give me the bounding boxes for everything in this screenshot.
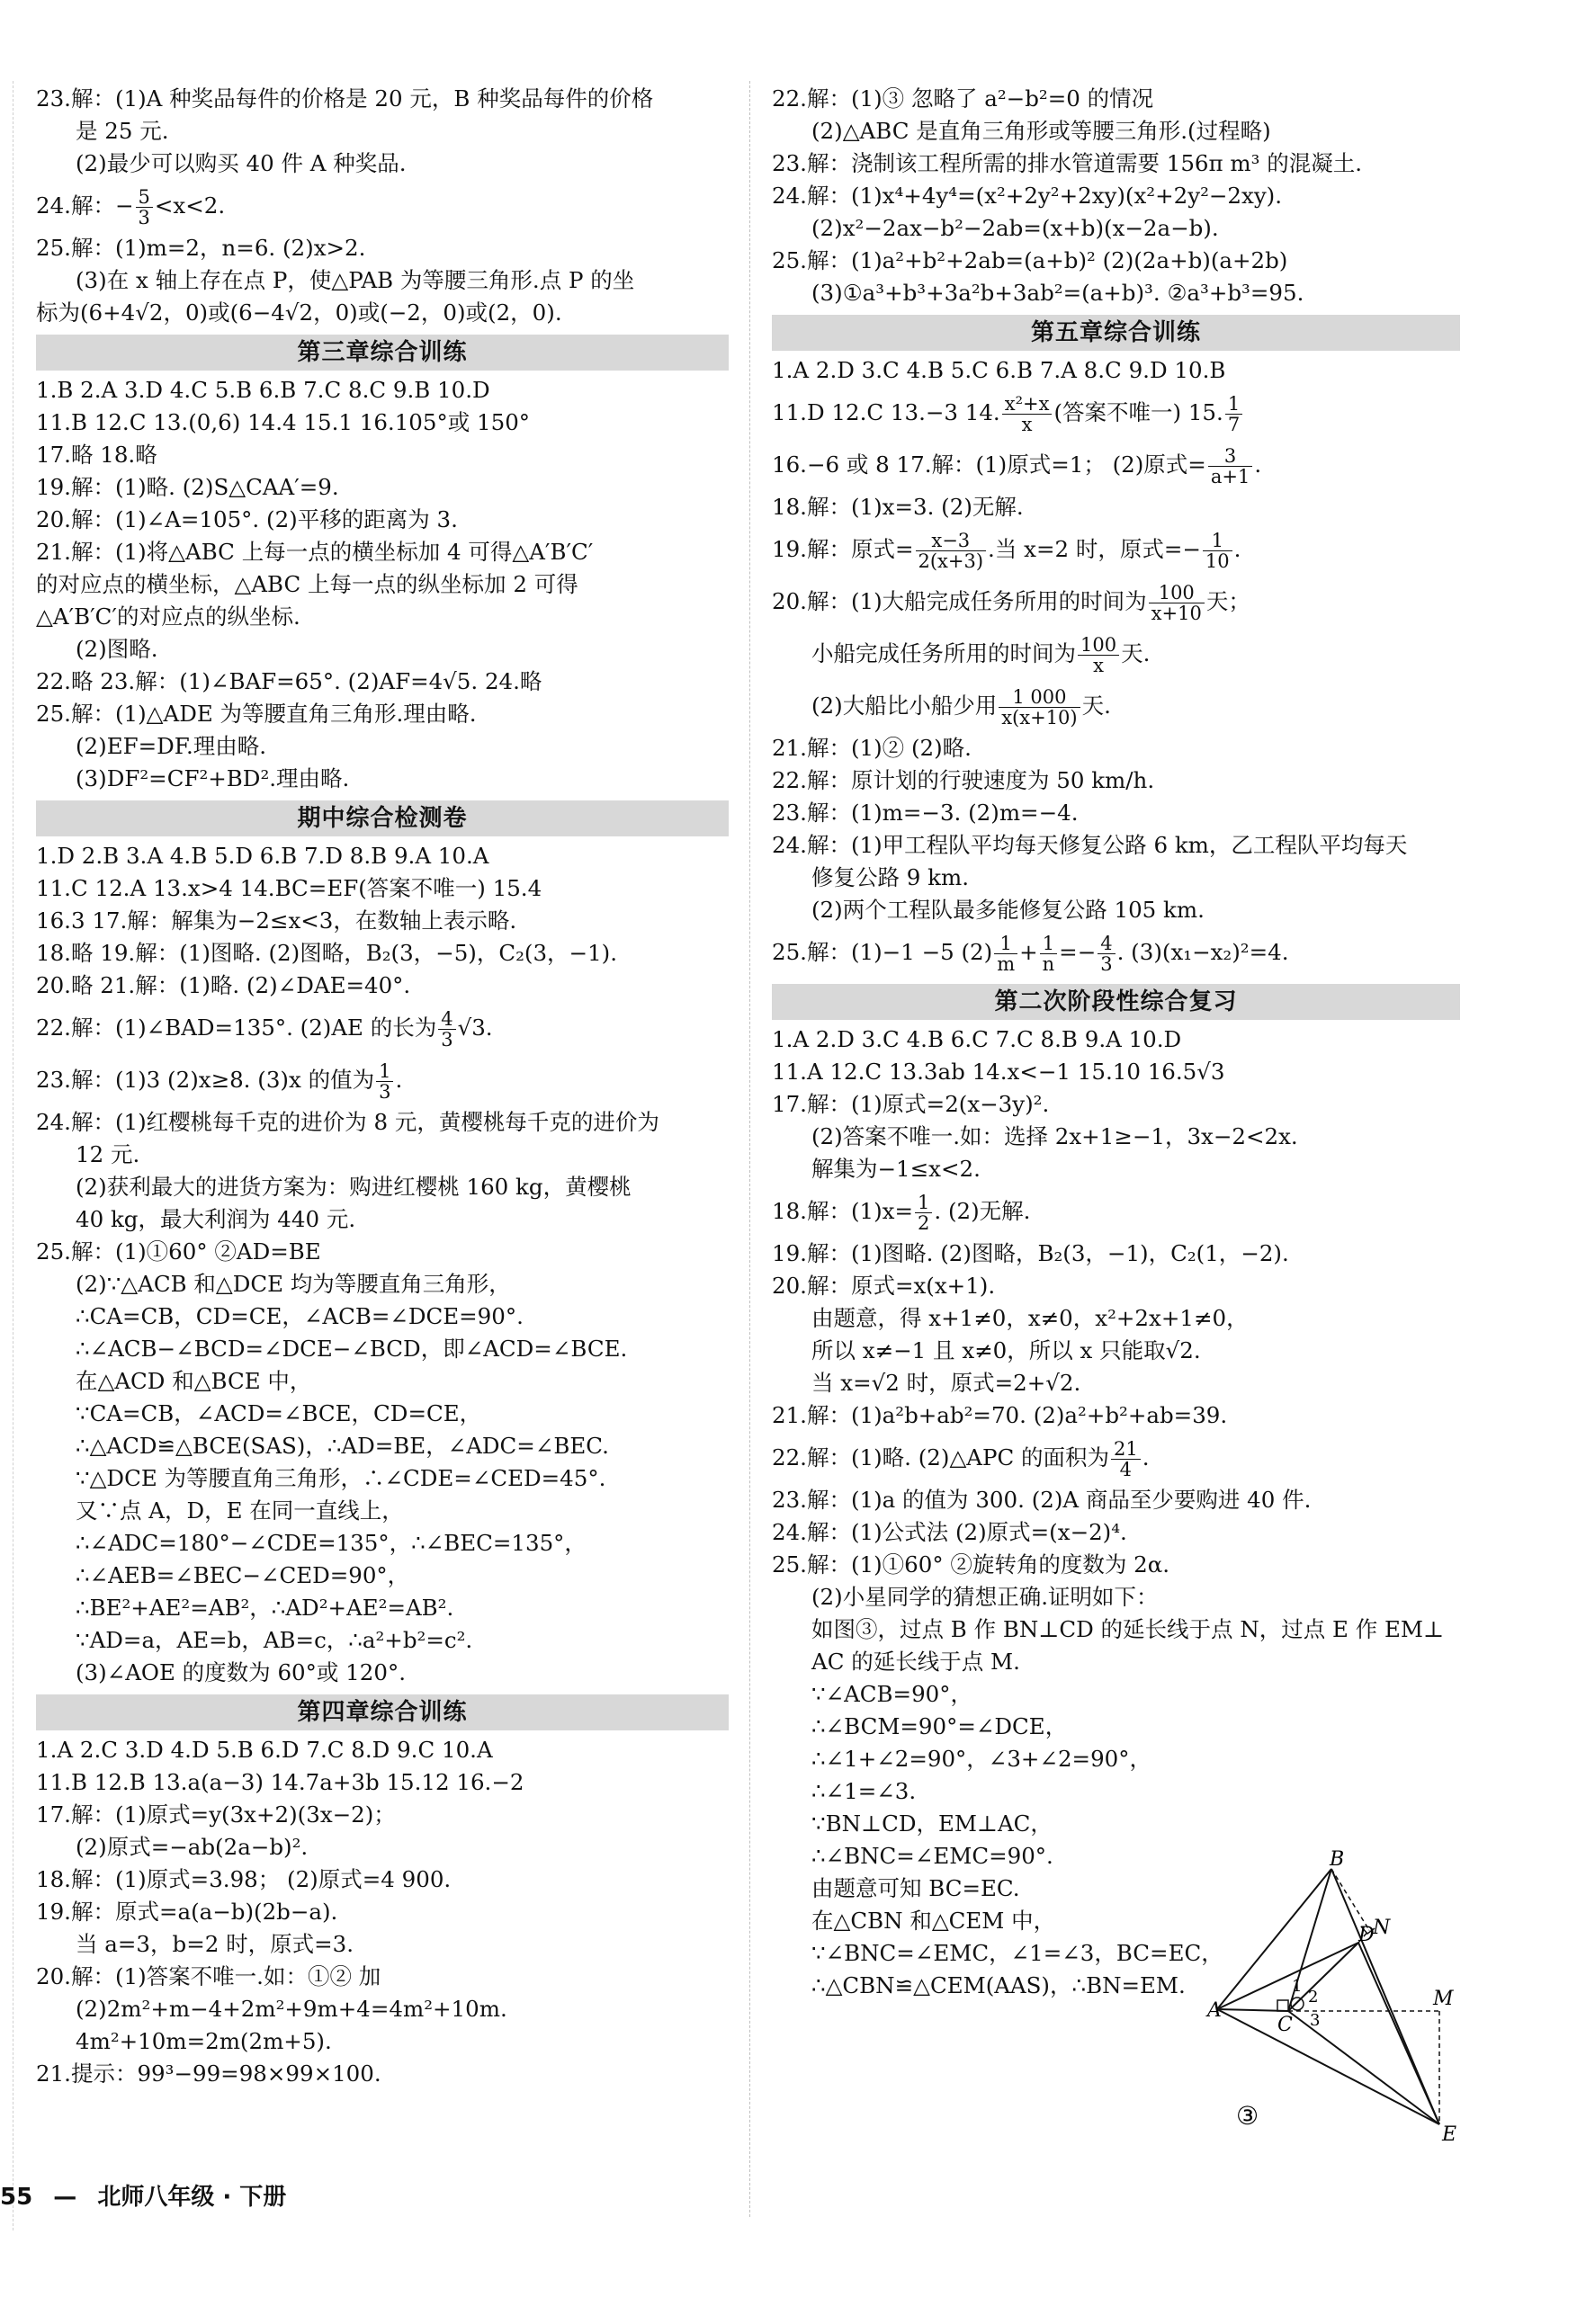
fraction — [1040, 934, 1058, 974]
text: 22.解：(1)∠BAD=135°. (2)AE 的长为 — [36, 1015, 437, 1041]
answer-line: 25.解：(1)m=2，n=6. (2)x>2. — [36, 235, 366, 261]
text: . (3)(x₁−x₂)²=4. — [1116, 939, 1289, 965]
text: 20.解：(1)大船完成任务所用的时间为 — [772, 588, 1147, 614]
fraction — [1002, 394, 1053, 434]
text: 天； — [1205, 588, 1250, 614]
text: (答案不唯一) 15. — [1053, 399, 1223, 425]
text: . — [395, 1067, 403, 1093]
right-column — [772, 83, 1460, 2002]
answer-line: 如图③，过点 B 作 BN⊥CD 的延长线于点 N，过点 E 作 EM⊥ — [811, 1616, 1445, 1642]
answer-line: 18.略 19.解：(1)图略. (2)图略，B₂(3，−5)，C₂(3，−1). — [36, 940, 618, 966]
answer-line: 40 kg，最大利润为 440 元. — [76, 1206, 356, 1232]
answer-line: 18.解：(1)x=3. (2)无解. — [772, 494, 1024, 520]
column-divider — [749, 81, 750, 2217]
denominator: 3 — [379, 1081, 391, 1103]
answer-line: 12 元. — [76, 1141, 140, 1167]
answer-line: ∴∠AEB=∠BEC−∠CED=90°， — [76, 1562, 410, 1588]
denominator: 2 — [918, 1212, 930, 1234]
label-N: N — [1373, 1917, 1391, 1939]
fraction — [376, 1061, 393, 1102]
fraction — [916, 531, 987, 571]
answer-line: 19.解：原式=a(a−b)(2b−a). — [36, 1899, 338, 1925]
numerator: 1 — [376, 1061, 393, 1082]
section-header: 第三章综合训练 — [36, 335, 729, 371]
answer-line: 23.解：(1)a 的值为 300. (2)A 商品至少要购进 40 件. — [772, 1487, 1312, 1513]
answer-line: (2)两个工程队最多能修复公路 105 km. — [811, 897, 1205, 923]
numerator: 100 — [1149, 583, 1205, 603]
answer-line: 20.略 21.解：(1)略. (2)∠DAE=40°. — [36, 972, 411, 998]
answer-line: 11.B 12.B 13.a(a−3) 14.7a+3b 15.12 16.−2 — [36, 1769, 524, 1795]
fraction — [1149, 583, 1205, 623]
fraction — [136, 187, 153, 228]
answer-line: 修复公路 9 km. — [811, 864, 970, 890]
angle-mark — [1291, 1998, 1304, 2010]
answer-line: 16.3 17.解：解集为−2≤x<3，在数轴上表示略. — [36, 907, 517, 934]
answer-line: 所以 x≠−1 且 x≠0，所以 x 只能取√2. — [811, 1337, 1201, 1363]
section-header: 第四章综合训练 — [36, 1694, 729, 1730]
answer-line: ∴∠ADC=180°−∠CDE=135°，∴∠BEC=135°， — [76, 1530, 587, 1556]
answer-line: 22.略 23.解：(1)∠BAF=65°. (2)AF=4√5. 24.略 — [36, 668, 542, 694]
answer-line: 17.略 18.略 — [36, 442, 157, 468]
answer-line: △A′B′C′的对应点的纵坐标. — [36, 603, 300, 630]
denominator: x — [1093, 655, 1104, 676]
answer-line: (3)∠AOE 的度数为 60°或 120°. — [76, 1659, 406, 1685]
answer-line-fraction — [36, 180, 729, 232]
numerator: 1 — [1203, 531, 1232, 551]
numerator: 1 000 — [999, 687, 1080, 708]
text: . (2)无解. — [934, 1198, 1031, 1224]
answer-line: 24.解：(1)红樱桃每千克的进价为 8 元，黄樱桃每千克的进价为 — [36, 1109, 659, 1135]
answer-line: 22.解：(1)③ 忽略了 a²−b²=0 的情况 — [772, 85, 1154, 112]
denominator: x(x+10) — [1001, 707, 1078, 728]
label-M: M — [1433, 1988, 1454, 2010]
answer-line: ∴∠ACB−∠BCD=∠DCE−∠BCD，即∠ACD=∠BCE. — [76, 1336, 628, 1362]
answer-line: ∴∠1=∠3. — [811, 1778, 917, 1804]
text: 25.解：(1)−1 −5 (2) — [772, 939, 993, 965]
answer-line-fraction — [772, 926, 1460, 979]
answer-line: ∵∠ACB=90°， — [811, 1681, 973, 1707]
answer-line: ∴∠BNC=∠EMC=90°. — [811, 1843, 1053, 1869]
segment-BE — [1331, 1869, 1439, 2124]
answer-line: 20.解：(1)∠A=105°. (2)平移的距离为 3. — [36, 506, 458, 532]
answer-line: (3)在 x 轴上存在点 P，使△PAB 为等腰三角形.点 P 的坐 — [76, 267, 635, 293]
text: (2)大船比小船少用 — [811, 693, 998, 719]
answer-line: ∴△ACD≌△BCE(SAS)，∴AD=BE，∠ADC=∠BEC. — [76, 1433, 609, 1459]
fraction — [999, 687, 1080, 728]
answer-line: ∴∠1+∠2=90°，∠3+∠2=90°， — [811, 1746, 1152, 1772]
text: . — [1233, 536, 1241, 562]
numerator: 3 — [1208, 446, 1252, 467]
numerator: 5 — [136, 187, 153, 208]
answer-line: 11.A 12.C 13.3ab 14.x<−1 15.10 16.5√3 — [772, 1059, 1225, 1085]
angle-label-1: 1 — [1292, 1977, 1303, 1996]
fraction — [1078, 635, 1119, 675]
answer-line: 25.解：(1)①60° ②旋转角的度数为 2α. — [772, 1551, 1170, 1578]
answer-line: 1.A 2.D 3.C 4.B 5.C 6.B 7.A 8.C 9.D 10.B — [772, 357, 1226, 383]
answer-line: (2)△ABC 是直角三角形或等腰三角形.(过程略) — [811, 118, 1271, 144]
answer-line-fraction — [36, 1054, 729, 1106]
answer-line: (2)EF=DF.理由略. — [76, 733, 267, 759]
answer-line: ∴BE²+AE²=AB²，∴AD²+AE²=AB². — [76, 1595, 454, 1621]
answer-line: 19.解：(1)图略. (2)图略，B₂(3，−1)，C₂(1，−2). — [772, 1240, 1289, 1266]
answer-line: 17.解：(1)原式=y(3x+2)(3x−2)； — [36, 1801, 396, 1828]
answer-line: 23.解：浇制该工程所需的排水管道需要 156π m³ 的混凝土. — [772, 150, 1363, 176]
answer-line: (2)最少可以购买 40 件 A 种奖品. — [76, 150, 407, 176]
answer-line: 21.解：(1)a²b+ab²=70. (2)a²+b²+ab=39. — [772, 1402, 1228, 1428]
denominator: x+10 — [1151, 603, 1202, 624]
text: .当 x=2 时，原式=− — [988, 536, 1201, 562]
numerator: 1 — [994, 934, 1017, 954]
figure-caption: ③ — [1236, 2101, 1259, 2131]
text: <x<2. — [154, 192, 226, 219]
answer-line: 在△ACD 和△BCE 中， — [76, 1368, 312, 1394]
answer-line: (2)2m²+m−4+2m²+9m+4=4m²+10m. — [76, 1996, 507, 2022]
denominator: 4 — [1119, 1459, 1133, 1480]
answer-line: 20.解：原式=x(x+1). — [772, 1273, 996, 1299]
geometry-figure — [1207, 1848, 1474, 2151]
answer-line: ∵△DCE 为等腰直角三角形，∴∠CDE=∠CED=45°. — [76, 1465, 606, 1491]
answer-line: ∴∠BCM=90°=∠DCE， — [811, 1713, 1068, 1739]
answer-line-fraction — [772, 1185, 1460, 1238]
segment-AD — [1217, 1943, 1358, 2009]
answer-line: (2)∵△ACB 和△DCE 均为等腰直角三角形， — [76, 1271, 511, 1297]
answer-line: 24.解：(1)甲工程队平均每天修复公路 6 km，乙工程队平均每天 — [772, 832, 1408, 858]
answer-line: 20.解：(1)答案不唯一.如：①② 加 — [36, 1963, 381, 1989]
numerator: x²+x — [1002, 394, 1053, 415]
answer-line: 23.解：(1)m=−3. (2)m=−4. — [772, 800, 1079, 826]
answer-line: 21.解：(1)将△ABC 上每一点的横坐标加 4 可得△A′B′C′ — [36, 539, 594, 565]
text: 24.解：− — [36, 192, 134, 219]
answer-line: ∴CA=CB，CD=CE，∠ACB=∠DCE=90°. — [76, 1303, 524, 1329]
text: 19.解：原式= — [772, 536, 914, 562]
numerator: 1 — [915, 1193, 932, 1213]
answer-line: 4m²+10m=2m(2m+5). — [76, 2028, 332, 2054]
answer-line: 在△CBN 和△CEM 中， — [811, 1908, 1056, 1934]
answer-line-fraction — [772, 1432, 1460, 1484]
answer-line: 是 25 元. — [76, 118, 169, 144]
answer-line: ∴△CBN≌△CEM(AAS)，∴BN=EM. — [811, 1972, 1186, 1998]
answer-line: (2)原式=−ab(2a−b)². — [76, 1834, 309, 1860]
answer-line: (3)①a³+b³+3a²b+3ab²=(a+b)³. ②a³+b³=95. — [811, 280, 1304, 306]
label-A: A — [1207, 1999, 1222, 2022]
denominator: n — [1042, 953, 1055, 975]
answer-line-fraction — [772, 628, 1460, 680]
footer-dash: — — [53, 2184, 77, 2211]
numerator: 21 — [1111, 1439, 1141, 1460]
text: . — [1254, 451, 1262, 478]
text: 小船完成任务所用的时间为 — [811, 640, 1076, 666]
section-header: 期中综合检测卷 — [36, 800, 729, 836]
fraction — [438, 1009, 455, 1050]
angle-label-2: 2 — [1308, 1988, 1319, 2007]
text: 11.D 12.C 13.−3 14. — [772, 399, 1000, 425]
answer-line: 1.A 2.D 3.C 4.B 6.C 7.C 8.B 9.A 10.D — [772, 1026, 1182, 1052]
answer-line: 由题意，得 x+1≠0，x≠0，x²+2x+1≠0， — [811, 1305, 1249, 1331]
numerator: 100 — [1078, 635, 1119, 656]
answer-line: AC 的延长线于点 M. — [811, 1649, 1020, 1675]
answer-line-fraction — [772, 387, 1460, 439]
fraction — [1111, 1439, 1141, 1479]
denominator: 3 — [1100, 953, 1113, 975]
denominator: x — [1021, 414, 1033, 435]
denominator: a+1 — [1210, 466, 1250, 487]
answer-line: 由题意可知 BC=EC. — [811, 1875, 1020, 1901]
fraction — [1225, 394, 1242, 434]
answer-line-fraction — [36, 1002, 729, 1054]
answer-line: 17.解：(1)原式=2(x−3y)². — [772, 1091, 1050, 1117]
book-title: 北师八年级 · 下册 — [97, 2184, 287, 2211]
answer-line: ∵BN⊥CD，EM⊥AC， — [811, 1810, 1053, 1837]
answer-line: 25.解：(1)△ADE 为等腰直角三角形.理由略. — [36, 701, 477, 727]
section-header: 第五章综合训练 — [772, 315, 1460, 351]
label-B: B — [1330, 1848, 1345, 1871]
answer-line: (2)获利最大的进货方案为：购进红樱桃 160 kg，黄樱桃 — [76, 1174, 632, 1200]
answer-line-fraction — [772, 680, 1460, 732]
answer-line: 22.解：原计划的行驶速度为 50 km/h. — [772, 767, 1155, 793]
answer-line: (2)x²−2ax−b²−2ab=(x+b)(x−2a−b). — [811, 215, 1219, 241]
answer-line: (3)DF²=CF²+BD².理由略. — [76, 765, 350, 791]
answer-line: 的对应点的横坐标，△ABC 上每一点的纵坐标加 2 可得 — [36, 571, 578, 597]
numerator: 4 — [438, 1009, 455, 1030]
numerator: x−3 — [916, 531, 987, 551]
label-E: E — [1442, 2123, 1457, 2146]
text: 天. — [1081, 693, 1111, 719]
section-header: 第二次阶段性综合复习 — [772, 984, 1460, 1020]
text: =− — [1059, 939, 1097, 965]
answer-line: 又∵点 A，D，E 在同一直线上， — [76, 1497, 404, 1524]
fraction — [915, 1193, 932, 1233]
answer-line-fraction — [772, 576, 1460, 628]
left-column — [36, 83, 729, 2090]
denominator: 3 — [441, 1029, 453, 1050]
numerator: 1 — [1040, 934, 1058, 954]
answer-line: 当 a=3，b=2 时，原式=3. — [76, 1931, 354, 1957]
page-footer — [0, 2175, 286, 2220]
numerator: 4 — [1098, 934, 1115, 954]
text: √3. — [457, 1015, 493, 1041]
answer-line: 解集为−1≤x<2. — [811, 1156, 981, 1182]
denominator: 7 — [1227, 414, 1241, 435]
answer-line: 当 x=√2 时，原式=2+√2. — [811, 1370, 1081, 1396]
text: . — [1142, 1444, 1150, 1470]
answer-line: 11.C 12.A 13.x>4 14.BC=EF(答案不唯一) 15.4 — [36, 875, 542, 901]
fraction — [994, 934, 1017, 974]
numerator: 1 — [1225, 394, 1242, 415]
label-C: C — [1277, 2014, 1293, 2036]
page-number: 55 — [0, 2184, 33, 2211]
angle-label-3: 3 — [1310, 2011, 1321, 2030]
dashed-BN — [1331, 1869, 1369, 1930]
answer-line-fraction — [772, 523, 1460, 576]
answer-line: 1.B 2.A 3.D 4.C 5.B 6.B 7.C 8.C 9.B 10.D — [36, 377, 490, 403]
answer-line: 23.解：(1)A 种奖品每件的价格是 20 元，B 种奖品每件的价格 — [36, 85, 654, 112]
answer-line: 21.提示：99³−99=98×99×100. — [36, 2060, 381, 2087]
denominator: m — [997, 953, 1016, 975]
answer-line: (2)小星同学的猜想正确.证明如下： — [811, 1584, 1159, 1610]
right-angle-mark — [1277, 2000, 1288, 2011]
answer-line: 1.D 2.B 3.A 4.B 5.D 6.B 7.D 8.B 9.A 10.A — [36, 843, 489, 869]
answer-line: 24.解：(1)公式法 (2)原式=(x−2)⁴. — [772, 1519, 1127, 1545]
text: + — [1019, 939, 1038, 965]
fraction — [1208, 446, 1252, 487]
text: 16.−6 或 8 17.解：(1)原式=1； (2)原式= — [772, 451, 1206, 478]
label-D: D — [1358, 1924, 1375, 1946]
answer-line: 11.B 12.C 13.(0,6) 14.4 15.1 16.105°或 150° — [36, 409, 531, 435]
answer-line: 1.A 2.C 3.D 4.D 5.B 6.D 7.C 8.D 9.C 10.A — [36, 1737, 493, 1763]
answer-line: ∵AD=a，AE=b，AB=c，∴a²+b²=c². — [76, 1627, 473, 1653]
answer-line: (2)图略. — [76, 636, 158, 662]
fraction — [1098, 934, 1115, 974]
answer-line: 25.解：(1)a²+b²+2ab=(a+b)² (2)(2a+b)(a+2b) — [772, 247, 1288, 273]
answer-line: 21.解：(1)② (2)略. — [772, 735, 972, 761]
text: 天. — [1121, 640, 1151, 666]
text: 23.解：(1)3 (2)x≥8. (3)x 的值为 — [36, 1067, 375, 1093]
answer-line: ∵∠BNC=∠EMC，∠1=∠3，BC=EC， — [811, 1940, 1223, 1966]
answer-line: (2)答案不唯一.如：选择 2x+1≥−1，3x−2<2x. — [811, 1123, 1298, 1149]
denominator: 10 — [1205, 550, 1230, 572]
answer-line: ∵CA=CB，∠ACD=∠BCE，CD=CE， — [76, 1400, 482, 1426]
fraction — [1203, 531, 1232, 571]
text: 18.解：(1)x= — [772, 1198, 914, 1224]
answer-line: 19.解：(1)略. (2)S△CAA′=9. — [36, 474, 339, 500]
answer-line: 标为(6+4√2，0)或(6−4√2，0)或(−2，0)或(2，0). — [36, 299, 562, 326]
answer-line: 24.解：(1)x⁴+4y⁴=(x²+2y²+2xy)(x²+2y²−2xy). — [772, 183, 1283, 209]
answer-line: 18.解：(1)原式=3.98； (2)原式=4 900. — [36, 1866, 452, 1892]
denominator: 2(x+3) — [918, 550, 984, 572]
answer-line-fraction — [772, 439, 1460, 491]
answer-line: 25.解：(1)①60° ②AD=BE — [36, 1238, 321, 1265]
denominator: 3 — [138, 207, 150, 228]
text: 22.解：(1)略. (2)△APC 的面积为 — [772, 1444, 1109, 1470]
